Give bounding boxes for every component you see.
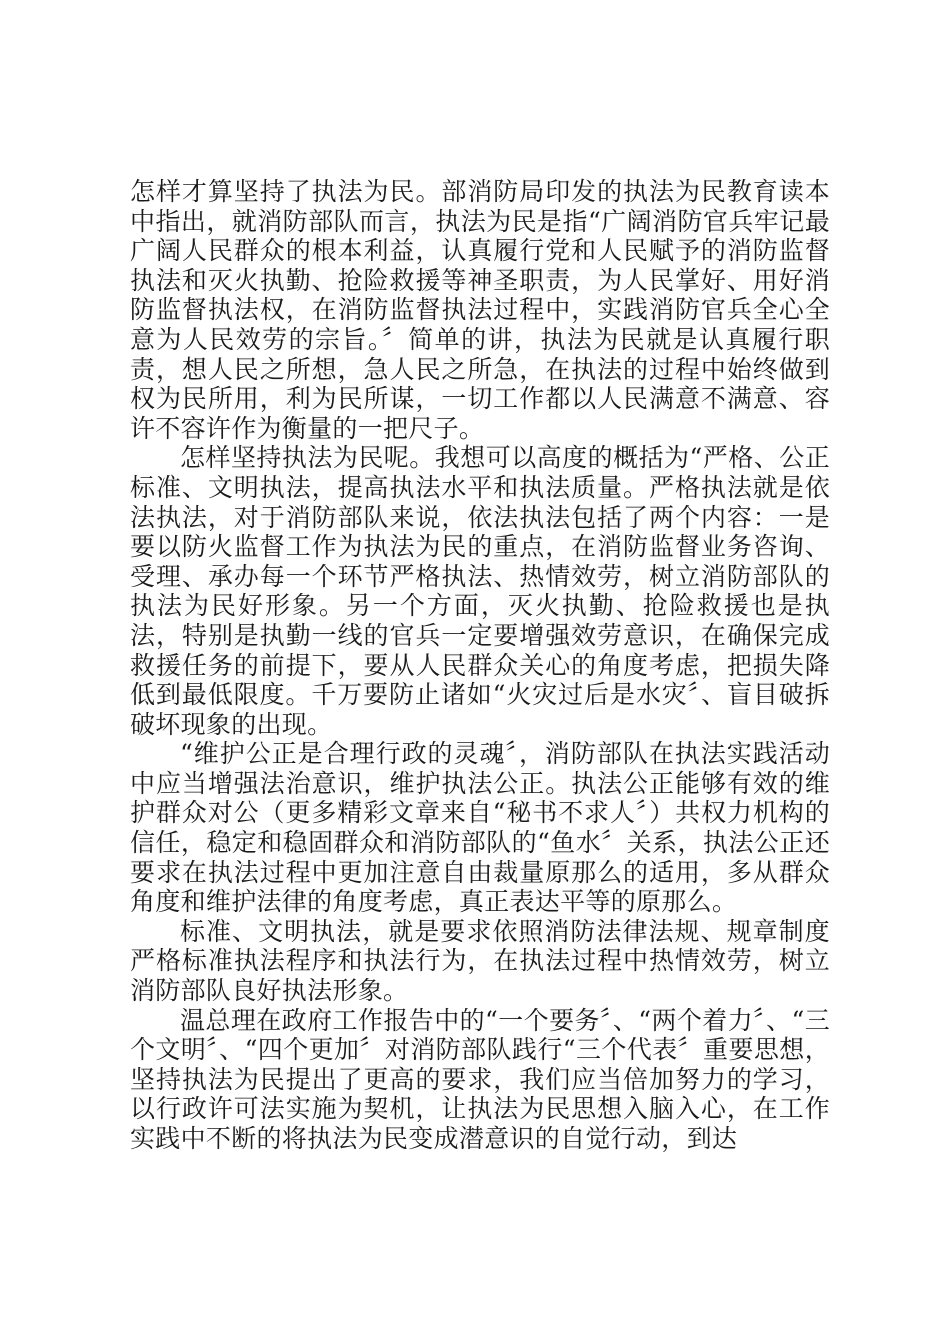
paragraph-1: 怎样才算坚持了执法为民。部消防局印发的执法为民教育读本中指出，就消防部队而言，执法为民是指“广阔消防官兵牢记最广阔人民群众的根本利益，认真履行党和人民赋予的消防监督执法和灭火执勤、抢险救援等神圣职责，为人民掌好、用好消防监督执法权，在消防监督执法过程中，实践消防官兵全心全意为人民效劳的宗旨。〞简单的讲，执法为民就是认真履行职责，想人民之所想，急人民之所急，在执法的过程中始终做到权为民所用，利为民所谋，一切工作都以人民满意不满意、容许不容许作为衡量的一把尺子。 <box>130 177 830 443</box>
paragraph-4: 标准、文明执法，就是要求依照消防法律法规、规章制度严格标准执法程序和执法行为，在执法过程中热情效劳，树立消防部队良好执法形象。 <box>130 916 830 1006</box>
paragraph-5: 温总理在政府工作报告中的“一个要务〞、“两个着力〞、“三个文明〞、“四个更加〞对消防部队践行“三个代表〞重要思想，坚持执法为民提出了更高的要求，我们应当倍加努力的学习，以行政许可法实施为契机，让执法为民思想入脑入心，在工作实践中不断的将执法为民变成潜意识的自觉行动，到达 <box>130 1005 830 1153</box>
paragraph-3: “维护公正是合理行政的灵魂〞，消防部队在执法实践活动中应当增强法治意识，维护执法公正。执法公正能够有效的维护群众对公（更多精彩文章来自“秘书不求人〞）共权力机构的信任，稳定和稳固群众和消防部队的“鱼水〞关系，执法公正还要求在执法过程中更加注意自由裁量原那么的适用，多从群众角度和维护法律的角度考虑，真正表达平等的原那么。 <box>130 739 830 917</box>
paragraph-2: 怎样坚持执法为民呢。我想可以高度的概括为“严格、公正标准、文明执法，提高执法水平和执法质量。严格执法就是依法执法，对于消防部队来说，依法执法包括了两个内容：一是要以防火监督工作为执法为民的重点，在消防监督业务咨询、受理、承办每一个环节严格执法、热情效劳，树立消防部队的执法为民好形象。另一个方面，灭火执勤、抢险救援也是执法，特别是执勤一线的官兵一定要增强效劳意识，在确保完成救援任务的前提下，要从人民群众关心的角度考虑，把损失降低到最低限度。千万要防止诸如“火灾过后是水灾〞、盲目破拆破坏现象的出现。 <box>130 443 830 739</box>
document-body <box>130 177 830 1154</box>
